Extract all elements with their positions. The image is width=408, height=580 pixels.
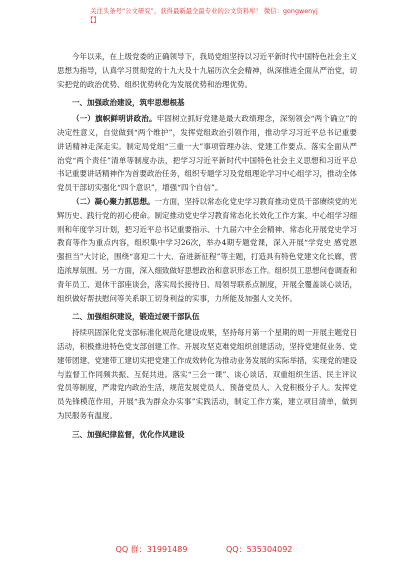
paragraph-ideology xyxy=(57,195,357,305)
footer-qq-group: QQ 群：31991489 xyxy=(115,545,188,554)
section-heading-3: 三、加强纪律监督，优化作风建设 xyxy=(72,429,185,439)
intro-paragraph: 今年以来，在上级党委的正确领导下，我局党组坚持以习近平新时代中国特色社会主义思想为指导，认真学习贯彻党的十九大及十九届历次全会精神，纵深推进全面从严治党，切实把党的政治优势、组织优势转化为发展优势和治理优势。 xyxy=(57,52,357,89)
header-promo-text: 关注头条号“公文研究”，获得最新最全最专业的公文资料库！ 微信：gongwenyj xyxy=(90,8,318,15)
paragraph-lead: （二）凝心聚力抓思想。 xyxy=(72,196,155,206)
paragraph-body: 牢固树立抓好党建是最大政绩理念，深刻领会“两个确立”的决定性意义，自觉做到“两个维护”，发挥党组政治引领作用，推动学习习近平总书记重要讲话精神走深走实。制定局党组“三重一大”事项管理办法、党建工作要点、落实全面从严治党“两个责任”清单等制度办法，把学习习近平新时代中国特色社会主义思想和习近平总书记重要讲话精神作为首要政治任务，组织专题学习及党组理论学习中心组学习，推动全体党员干部切实强化“四个意识”，增强“四个自信”。 xyxy=(57,114,358,193)
document-body xyxy=(57,50,357,444)
paragraph-political xyxy=(57,112,357,195)
page-footer xyxy=(0,544,408,555)
paragraph-lead: （一）旗帜鲜明讲政治。 xyxy=(72,114,157,124)
page-header xyxy=(0,7,408,25)
footer-qq-number: QQ：535304092 xyxy=(226,545,293,554)
paragraph-organization: 持续巩固深化党支部标准化规范化建设成果，坚持每月第一个星期的周一开展主题党日活动，积极推进特色党支部创建工作。开展攻坚克难党组织创建活动，坚持党建促业务、党建带团建、党建带工建切实把党建工作成效转化为推动业务发展的实际举措，实现党的建设与监督工作同频共振、互促共进。落实“三会一课”、谈心谈话、双重组织生活、民主评议党员等制度，严肃党内政治生活，规范发展党员人、预备党员人、入党积极分子人。发挥党员先锋模范作用，开展“我为群众办实事”实践活动，制定工作方案，建立项目清单，做到为民服务有温度。 xyxy=(57,328,357,420)
paragraph-body: 一方面，坚持以常态化党史学习教育推动党员干部赓续党的光辉历史、践行党的初心使命。制定推动党史学习教育常态化长效化工作方案、中心组学习细则和年度学习计划，把习近平总书记重要指示、十九届六中全会精神、常态化开展党史学习教育等作为重点内容，组织集中学习26次，举办4期专题党课，深入开展“学党史 感党恩 强担当”大讨论，围绕“喜迎二十大、奋进新征程”等主题，打造具有特色党建文化长廊，营造浓厚氛围。另一方面，深入细致做好思想政治和意识形态工作。组织员工思想问卷调查和青年员工、退休干部座谈会，落实局长接待日、局领导联系点制度，开展全覆盖谈心谈话，组织做好帮扶慰问等关系职工切身利益的实事，力所能及加强人文关怀。 xyxy=(57,196,357,303)
header-bracket: 【】 xyxy=(87,17,100,24)
section-heading-2: 二、加强组织建设，锻造过硬干部队伍 xyxy=(72,312,200,322)
section-heading-1: 一、加强政治建设，筑牢思想根基 xyxy=(72,98,185,108)
